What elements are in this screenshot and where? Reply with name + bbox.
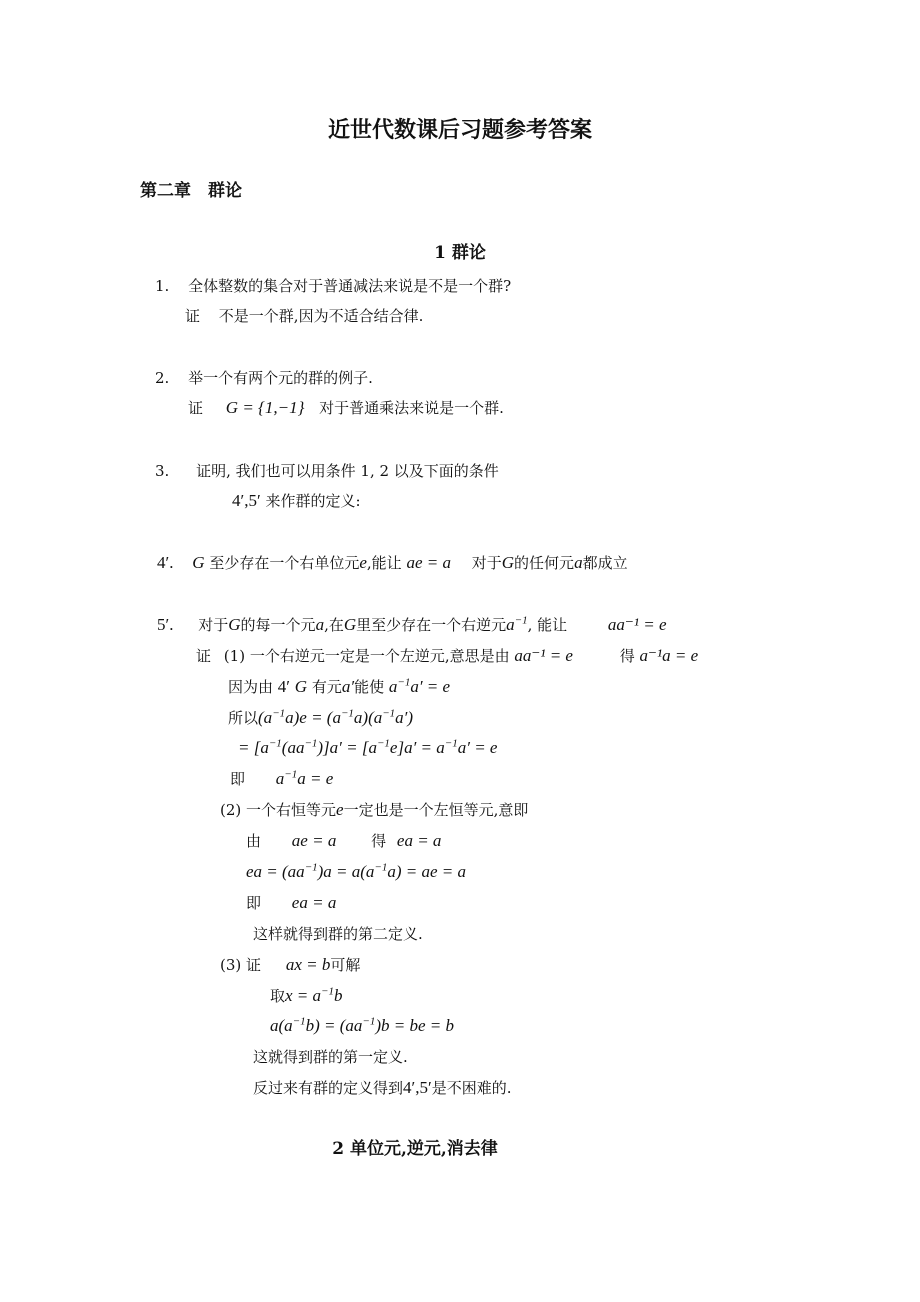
condition-text: 对于 [471,554,502,572]
proof-text: 因为由 [228,678,274,696]
proof-text: 由 [246,832,262,850]
condition-text: 的任何元 [514,554,575,572]
condition-5-prime: 5′. 对于G的每一个元a,在G里至少存在一个右逆元$a^{-1}$, 能让 aa⁻¹ = e [157,614,667,634]
proof-part-2-head: (2) 一个右恒等元e一定也是一个左恒等元,意即 [220,800,529,819]
section-heading-1: 1 群论 [434,243,486,263]
problem-number: 2. [155,369,170,387]
condition-4-prime: 4′. G 至少存在一个右单位元e,能让 ae = a 对于G的任何元a都成立 [157,553,628,572]
proof-part-2-line2: 由 ae = a 得 ea = a [246,831,442,850]
problem-number: 1. [155,277,170,295]
problem-3-question [155,461,499,481]
equation: aa⁻¹ = e [514,646,573,665]
proof-part-1-head [196,646,698,666]
condition-text: ,能让 [366,554,402,572]
problem-1-question [155,276,511,296]
equation: a⁻¹a = e [639,646,699,665]
condition-symbols: 4′,5′ [232,491,261,510]
proof-text: 反过来有群的定义得到 [253,1079,404,1097]
proof-text: 即 [246,894,262,912]
proof-text: 一定也是一个左恒等元,意即 [343,801,529,819]
problem-2-answer [188,398,504,418]
condition-equation: aa⁻¹ = e [607,615,667,634]
answer-text: 对于普通乘法来说是一个群. [319,399,504,417]
proof-text: (2) 一个右恒等元 [220,801,337,819]
proof-part-3-conclusion: 这就得到群的第一定义. [253,1048,408,1066]
chapter-heading: 第二章 群论 [140,181,242,201]
condition-text: , 能让 [527,616,568,634]
proof-part-3-head: (3) 证 ax = b可解 [220,955,361,974]
problem-number: 3. [155,462,170,480]
question-text: 举一个有两个元的群的例子. [188,369,373,387]
proof-tag: 证 [185,307,201,325]
proof-part-1-line3: 所以$(a^{-1}a)e = (a^{-1}a)(a^{-1}a')$ [228,707,414,727]
proof-part-2-conclusion: 这样就得到群的第二定义. [253,925,423,943]
proof-part-2-line4: 即 ea = a [246,893,337,912]
proof-part-2-line3: ea = $(aa^{-1})a = a(a^{-1}a)$ = ae = a [246,861,467,881]
condition-number: 4′. [157,553,174,572]
condition-text: ,在 [324,616,344,634]
proof-tag: 证 [188,399,204,417]
proof-text: 所以 [228,709,259,727]
proof-text: 能使 [354,678,385,696]
question-text: 全体整数的集合对于普通减法来说是不是一个群? [188,277,512,295]
condition-text: 的每一个元 [240,616,316,634]
answer-text: 不是一个群,因为不适合结合律. [218,307,424,325]
proof-part-1-line2: 因为由 4′ G 有元a′能使 $a^{-1}a' = e$ [228,676,451,696]
section-heading-2: 2 单位元,逆元,消去律 [332,1139,498,1159]
condition-equation: ae = a [406,553,451,572]
proof-tag: 证 [196,647,212,665]
problem-3-line2 [232,491,361,511]
condition-text: 至少存在一个右单位元 [209,554,360,572]
proof-text: 即 [230,770,246,788]
proof-text: 取 [270,987,286,1005]
proof-part-1-line4: = $[a^{-1}(aa^{-1})]a' = [a^{-1}e]a' = a^{-1}a' = e$ [238,737,498,757]
proof-text: 有元 [311,678,342,696]
condition-text: 对于 [198,616,229,634]
proof-text: (1) 一个右逆元一定是一个左逆元,意思是由 [223,647,510,665]
document-title: 近世代数课后习题参考答案 [327,117,592,143]
question-text: 来作群的定义: [265,492,361,510]
problem-1-answer [185,306,423,326]
proof-text: 可解 [330,956,361,974]
question-text: 证明, 我们也可以用条件 1, 2 以及下面的条件 [196,462,499,480]
group-set-formula: G = {1,−1} [225,398,305,417]
proof-part-1-line5: 即 $a^{-1}a = e$ [230,768,334,788]
condition-text: 里至少存在一个右逆元 [356,616,507,634]
proof-text: 是不困难的. [431,1079,512,1097]
proof-text: 得 [371,832,387,850]
problem-2-question [155,368,373,388]
proof-part-3-line2: 取$x = a^{-1}b$ [270,985,343,1005]
proof-text: (3) 证 [220,956,262,974]
proof-part-3-converse: 反过来有群的定义得到4′,5′是不困难的. [253,1078,512,1097]
condition-number: 5′. [157,615,174,634]
proof-part-3-line3: $a(a^{-1}b) = (aa^{-1})b$ = be = b [270,1015,454,1035]
condition-text: 都成立 [582,554,628,572]
proof-text: 得 [619,647,635,665]
